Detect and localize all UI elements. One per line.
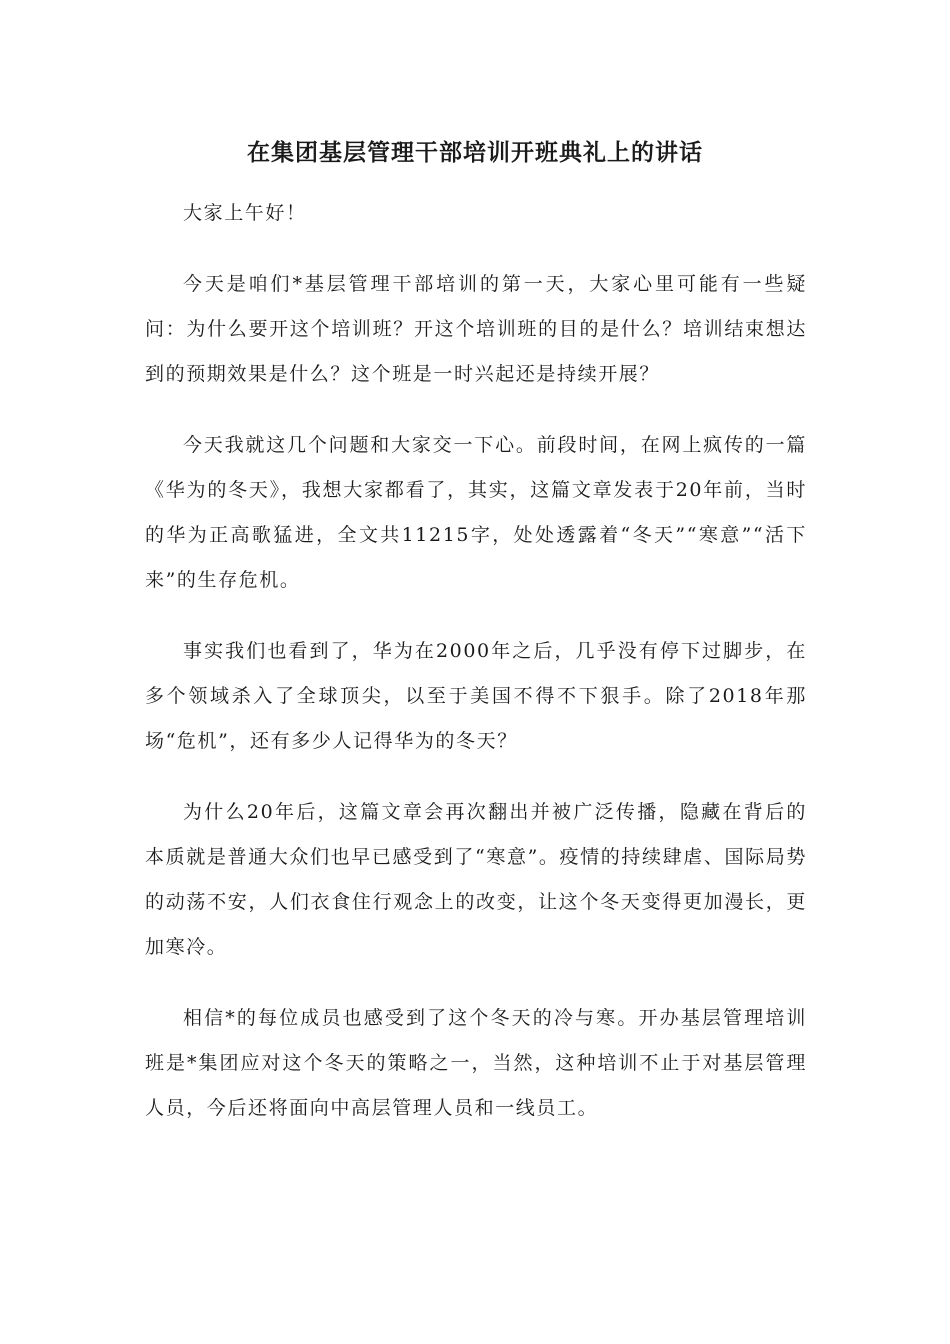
paragraph-questions: 今天是咱们*基层管理干部培训的第一天，大家心里可能有一些疑问：为什么要开这个培训班？开这个培训班的目的是什么？培训结束想达到的预期效果是什么？这个班是一时兴起还是持续开展？ xyxy=(145,273,807,385)
paragraph-greeting: 大家上午好！ xyxy=(183,202,307,224)
paragraph-training-strategy: 相信*的每位成员也感受到了这个冬天的冷与寒。开办基层管理培训班是*集团应对这个冬天的策略之一，当然，这种培训不止于对基层管理人员，今后还将面向中高层管理人员和一线员工。 xyxy=(145,1007,807,1119)
document-title: 在集团基层管理干部培训开班典礼上的讲话 xyxy=(247,139,703,166)
paragraph-why-spread: 为什么20年后，这篇文章会再次翻出并被广泛传播，隐藏在背后的本质就是普通大众们也早已感受到了“寒意”。疫情的持续肆虐、国际局势的动荡不安，人们衣食住行观念上的改变，让这个冬天变得更加漫长，更加寒冷。 xyxy=(145,801,807,958)
paragraph-huawei-growth: 事实我们也看到了，华为在2000年之后，几乎没有停下过脚步，在多个领域杀入了全球顶尖，以至于美国不得不下狠手。除了2018年那场“危机”，还有多少人记得华为的冬天？ xyxy=(145,640,807,752)
paragraph-huawei-winter: 今天我就这几个问题和大家交一下心。前段时间，在网上疯传的一篇《华为的冬天》，我想大家都看了，其实，这篇文章发表于20年前，当时的华为正高歌猛进，全文共11215字，处处透露着“冬天”“寒意”“活下来”的生存危机。 xyxy=(145,434,807,591)
document-body xyxy=(145,194,807,1157)
